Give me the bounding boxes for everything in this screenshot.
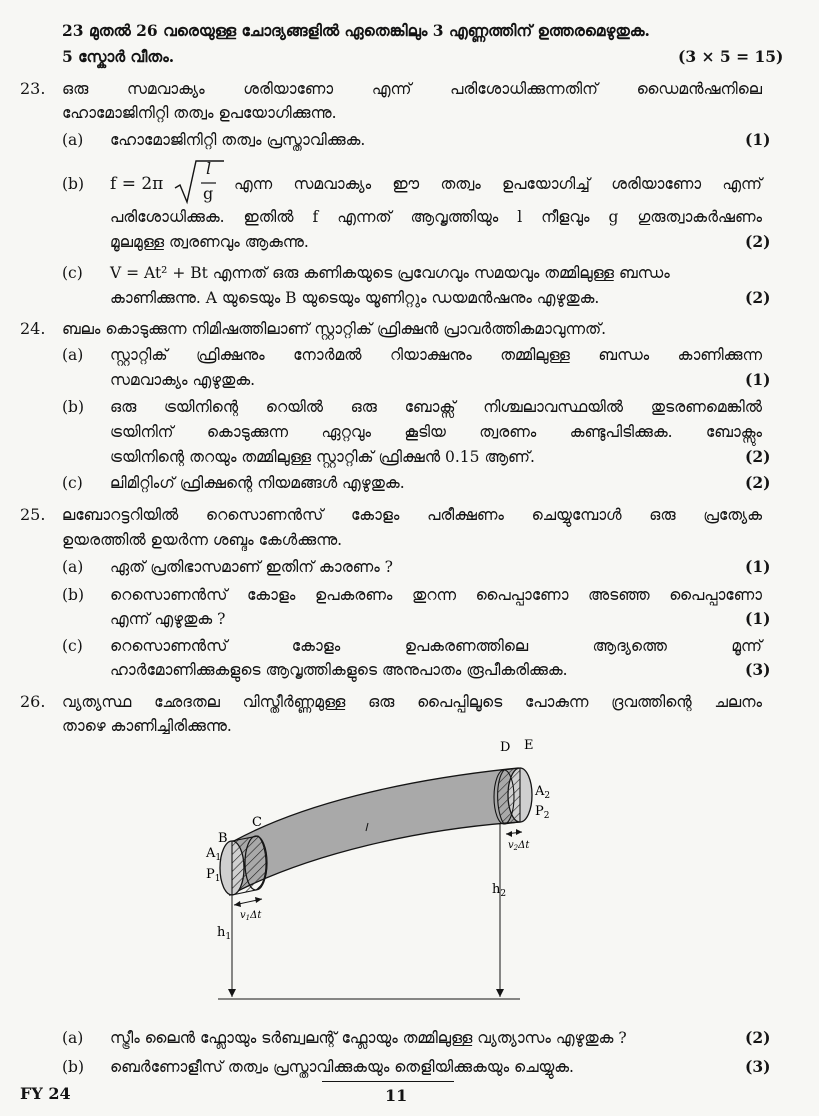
label-v1-dt: $v_1\Delta t$: [240, 910, 262, 922]
instruction-line-2: 5 സ്കോർ വീതം.: [62, 47, 175, 66]
page-number: 11: [385, 1086, 408, 1105]
q24-stem: ബലം കൊടുക്കുന്ന നിമിഷത്തിലാണ് സ്റ്റാറ്റിക് ഫ്രിക്ഷൻ പ്രാവർത്തികമാവുന്നത്.: [62, 320, 607, 338]
q23a-label: (a): [62, 131, 84, 149]
question-number-24: 24.: [20, 319, 46, 338]
q25b-label: (b): [62, 586, 85, 604]
square-root-symbol: [174, 158, 226, 206]
q25b-marks: (1): [745, 609, 771, 628]
q24b-line-1: ഒരു ട്രയിനിന്റെ റെയിൽ ഒരു ബോക്സ് നിശ്ചലാവസ്ഥയിൽ തുടരണമെങ്കിൽ: [110, 398, 762, 416]
q24b-label: (b): [62, 398, 85, 416]
q23c-marks: (2): [745, 288, 771, 307]
question-number-25: 25.: [20, 505, 46, 524]
q24a-marks: (1): [745, 370, 771, 389]
q25c-line-2: ഹാർമോണിക്കുകളുടെ ആവൃത്തികളുടെ അനുപാതം രൂപീകരിക്കുക.: [110, 661, 568, 679]
label-a1: $A_1$: [206, 846, 222, 863]
q23c-label: (c): [62, 264, 83, 282]
q23a-text: ഹോമോജിനിറ്റി തത്വം പ്രസ്താവിക്കുക.: [110, 131, 366, 149]
q26a-label: (a): [62, 1029, 84, 1047]
q24a-line-2: സമവാക്യം എഴുതുക.: [110, 371, 256, 389]
q23b-line-2: പരിശോധിക്കുക. ഇതിൽ f എന്നത് ആവൃത്തിയും l നീളവും g ഗുരുത്വാകർഷണം: [110, 208, 762, 226]
q24c-marks: (2): [745, 473, 771, 492]
label-b: B: [218, 831, 228, 846]
label-h2: $h_2$: [492, 882, 507, 899]
q23b-formula-f: f = 2π: [110, 174, 164, 194]
q23b-marks: (2): [745, 232, 771, 251]
q24c-label: (c): [62, 474, 83, 492]
q23a-marks: (1): [745, 130, 771, 149]
q24b-marks: (2): [745, 447, 771, 466]
label-e: E: [524, 738, 534, 753]
pen-underline: [322, 1081, 454, 1082]
q23b-line-3: മൂലമുള്ള ത്വരണവും ആകുന്നു.: [110, 233, 309, 251]
label-d: D: [500, 740, 511, 755]
q25c-marks: (3): [745, 660, 771, 679]
question-number-23: 23.: [20, 79, 46, 98]
q23b-formula-g: g: [203, 184, 214, 203]
q23c-line-1: V = At² + Bt എന്നത് ഒരു കണികയുടെ പ്രവേഗവും സമയവും തമ്മിലുള്ള ബന്ധം: [110, 264, 670, 282]
label-p1: $P_1$: [206, 867, 221, 884]
pipe-body: [230, 768, 520, 895]
label-h1: $h_1$: [217, 925, 232, 942]
q25c-line-1: റെസൊണൻസ് കോളം ഉപകരണത്തിലെ ആദ്യത്തെ മൂന്ന്: [110, 637, 762, 655]
question-number-26: 26.: [20, 692, 46, 711]
label-a2: $A_2$: [535, 784, 551, 801]
q25a-text: ഏത് പ്രതിഭാസമാണ് ഇതിന് കാരണം ?: [110, 558, 393, 576]
q23b-formula-l: l: [206, 159, 212, 178]
label-p2: $P_2$: [535, 804, 550, 821]
q23b-label: (b): [62, 175, 85, 193]
q26a-text: സ്ട്രീം ലൈൻ ഫ്ലോയും ടർബ്വലന്റ് ഫ്ലോയും തമ്മിലുള്ള വ്യത്യാസം എഴുതുക ?: [110, 1029, 627, 1047]
q25c-label: (c): [62, 637, 83, 655]
instruction-line-1: 23 മുതൽ 26 വരെയുള്ള ചോദ്യങ്ങളിൽ ഏതെങ്കിലും 3 എണ്ണത്തിന് ഉത്തരമെഴുതുക.: [62, 21, 650, 40]
q26-stem-line-2: താഴെ കാണിച്ചിരിക്കുന്നു.: [62, 717, 232, 735]
q26-stem-line-1: വ്യത്യസ്ഥ ഛേദതല വിസ്തീർണ്ണമുള്ള ഒരു പൈപ്പിലൂടെ പോകുന്ന ദ്രവത്തിന്റെ ചലനം: [62, 693, 762, 711]
q24a-label: (a): [62, 346, 84, 364]
instruction-marks: (3 × 5 = 15): [678, 47, 784, 66]
q26b-label: (b): [62, 1058, 85, 1076]
q23-stem-line-1: ഒരു സമവാക്യം ശരിയാണോ എന്ന് പരിശോധിക്കുന്നതിന് ഡൈമൻഷനിലെ: [62, 80, 762, 98]
q25-stem-line-2: ഉയരത്തിൽ ഉയർന്ന ശബ്ദം കേൾക്കുന്നു.: [62, 531, 343, 549]
left-hatched-section: [232, 836, 266, 895]
pipe-flow-figure: [190, 735, 570, 1005]
q24c-text: ലിമിറ്റിംഗ് ഫ്രിക്ഷന്റെ നിയമങ്ങൾ എഴുതുക.: [110, 474, 405, 492]
q25a-label: (a): [62, 558, 84, 576]
q24b-line-3: ട്രയിനിന്റെ തറയും തമ്മിലുള്ള സ്റ്റാറ്റിക് ഫ്രിക്ഷൻ 0.15 ആണ്.: [110, 448, 535, 466]
q24b-line-2: ട്രയിനിന് കൊടുക്കുന്ന ഏറ്റവും കൂടിയ ത്വരണം കണ്ടുപിടിക്കുക. ബോക്സും: [110, 423, 762, 441]
footer-code: FY 24: [20, 1084, 71, 1103]
q23-stem-line-2: ഹോമോജിനിറ്റി തത്വം ഉപയോഗിക്കുന്നു.: [62, 104, 337, 122]
q23b-line-1: എന്ന സമവാക്യം ഈ തത്വം ഉപയോഗിച്ച് ശരിയാണോ എന്ന്: [234, 175, 762, 193]
q25b-line-1: റെസൊണൻസ് കോളം ഉപകരണം തുറന്ന പൈപ്പാണോ അടഞ്ഞ പൈപ്പാണോ: [110, 586, 762, 604]
q23c-line-2: കാണിക്കുന്നു. A യുടെയും B യുടെയും യൂണിറ്റും ഡയമൻഷനും എഴുതുക.: [110, 289, 600, 307]
q26b-text: ബെർണോളീസ് തത്വം പ്രസ്താവിക്കുകയും തെളിയിക്കുകയും ചെയ്യുക.: [110, 1058, 574, 1076]
q25b-line-2: എന്ന് എഴുതുക ?: [110, 610, 226, 628]
q26b-marks: (3): [745, 1057, 771, 1076]
label-v2-dt: $v_2\Delta t$: [508, 840, 530, 852]
q26a-marks: (2): [745, 1028, 771, 1047]
q25-stem-line-1: ലബോറട്ടറിയിൽ റെസൊണൻസ് കോളം പരീക്ഷണം ചെയ്യുമ്പോൾ ഒരു പ്രത്യേക: [62, 506, 762, 524]
label-c: C: [252, 815, 262, 830]
q24a-line-1: സ്റ്റാറ്റിക് ഫ്രിക്ഷനും നോർമൽ റിയാക്ഷനും തമ്മിലുള്ള ബന്ധം കാണിക്കുന്ന: [110, 346, 762, 364]
q25a-marks: (1): [745, 557, 771, 576]
right-hatched-section: [498, 768, 520, 824]
